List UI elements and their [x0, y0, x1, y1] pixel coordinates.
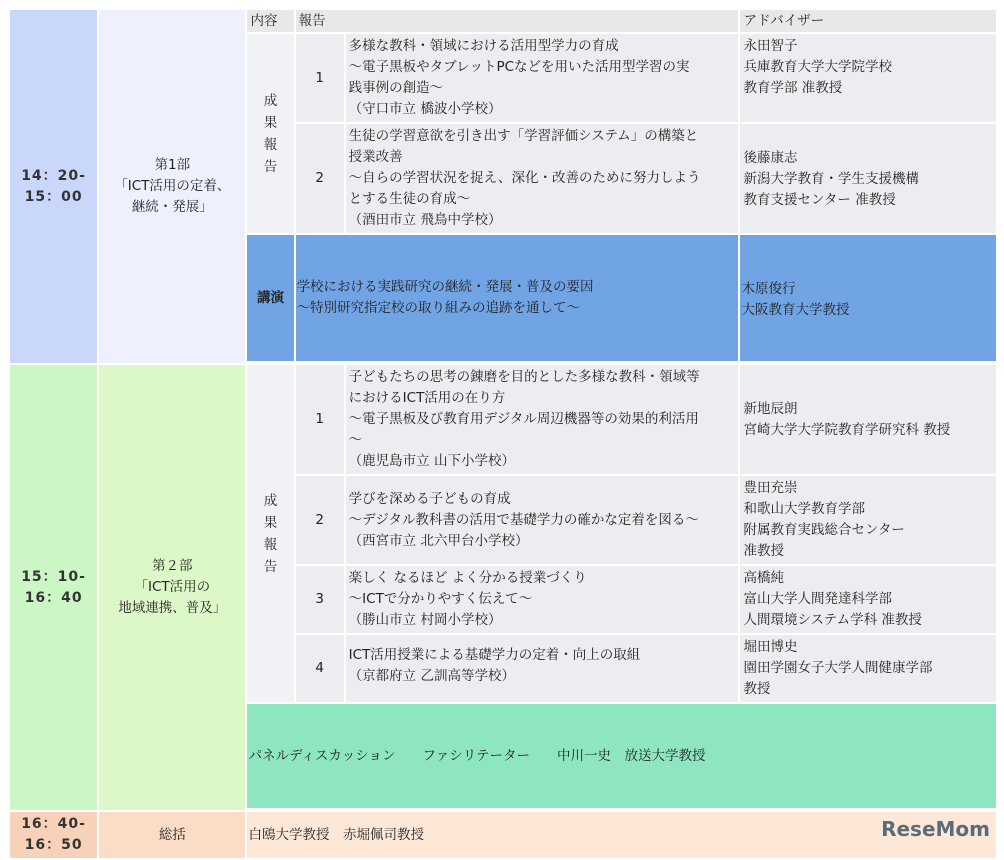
report-title: 生徒の学習意欲を引き出す「学習評価システム」の構築と 授業改善 ～自らの学習状況を捉え、深化・改善のために努力しよう とする生徒の育成～ （酒田市立 飛鳥中学校） [346, 124, 739, 233]
header-content: 内容 [247, 10, 293, 32]
part-cell-1: 第1部 「ICT活用の定着、 継続・発展」 [99, 10, 245, 363]
report-number: 2 [296, 124, 344, 233]
schedule-table [8, 8, 998, 860]
report-number: 1 [296, 365, 344, 474]
lecture-title: 学校における実践研究の継続・発展・普及の要因 ～特別研究指定校の取り組みの追跡を通して～ [296, 235, 739, 361]
report-title: ICT活用授業による基礎学力の定着・向上の取組 （京都府立 乙訓高等学校） [346, 635, 739, 702]
report-number: 4 [296, 635, 344, 702]
header-advisor: アドバイザー [740, 10, 996, 32]
header-row [10, 10, 996, 32]
summary-text: 白鴎大学教授 赤堀佩司教授 [247, 812, 996, 858]
report-number: 1 [296, 34, 344, 122]
report-category: 成果報告 [247, 34, 293, 233]
lecture-label: 講演 [247, 235, 293, 361]
report-advisor: 高橋純 富山大学人間発達科学部 人間環境システム学科 准教授 [740, 566, 996, 633]
report-advisor: 新地辰朗 宮崎大学大学院教育学研究科 教授 [740, 365, 996, 474]
part-cell-3: 総括 [99, 812, 245, 858]
summary-row [10, 812, 996, 858]
panel-discussion: パネルディスカッション ファシリテーター 中川一史 放送大学教授 [247, 704, 996, 808]
report-number: 3 [296, 566, 344, 633]
logo-text: ReseMom [881, 817, 990, 841]
resemom-logo [881, 817, 990, 841]
report-title: 子どもたちの思考の錬磨を目的とした多様な教科・領域等 におけるICT活用の在り方 ～電子黒板及び教育用デジタル周辺機器等の効果的利活用 ～ （鹿児島市立 山下小学校） [346, 365, 739, 474]
report-number: 2 [296, 476, 344, 564]
report-title: 楽しく なるほど よく分かる授業づくり ～ICTで分かりやすく伝えて～ （勝山市立 村岡小学校） [346, 566, 739, 633]
report-advisor: 後藤康志 新潟大学教育・学生支援機構 教育支援センター 准教授 [740, 124, 996, 233]
report-advisor: 堀田博史 園田学園女子大学人間健康学部 教授 [740, 635, 996, 702]
report-title: 学びを深める子どもの育成 ～デジタル教科書の活用で基礎学力の確かな定着を図る～ （西宮市立 北六甲台小学校） [346, 476, 739, 564]
report-advisor: 永田智子 兵庫教育大学大学院学校 教育学部 准教授 [740, 34, 996, 122]
time-cell-2: 15：10- 16：40 [10, 365, 97, 810]
report-category: 成果報告 [247, 365, 293, 702]
time-cell-1: 14：20- 15：00 [10, 10, 97, 363]
lecture-advisor: 木原俊行 大阪教育大学教授 [740, 235, 996, 361]
header-report: 報告 [296, 10, 739, 32]
report-advisor: 豊田充崇 和歌山大学教育学部 附属教育実践総合センター 准教授 [740, 476, 996, 564]
part-cell-2: 第２部 「ICT活用の 地域連携、普及」 [99, 365, 245, 810]
time-cell-3: 16：40- 16：50 [10, 812, 97, 858]
table-row [10, 365, 996, 474]
report-title: 多様な教科・領域における活用型学力の育成 ～電子黒板やタブレットPCなどを用いた活用型学習の実 践事例の創造～ （守口市立 橋波小学校） [346, 34, 739, 122]
